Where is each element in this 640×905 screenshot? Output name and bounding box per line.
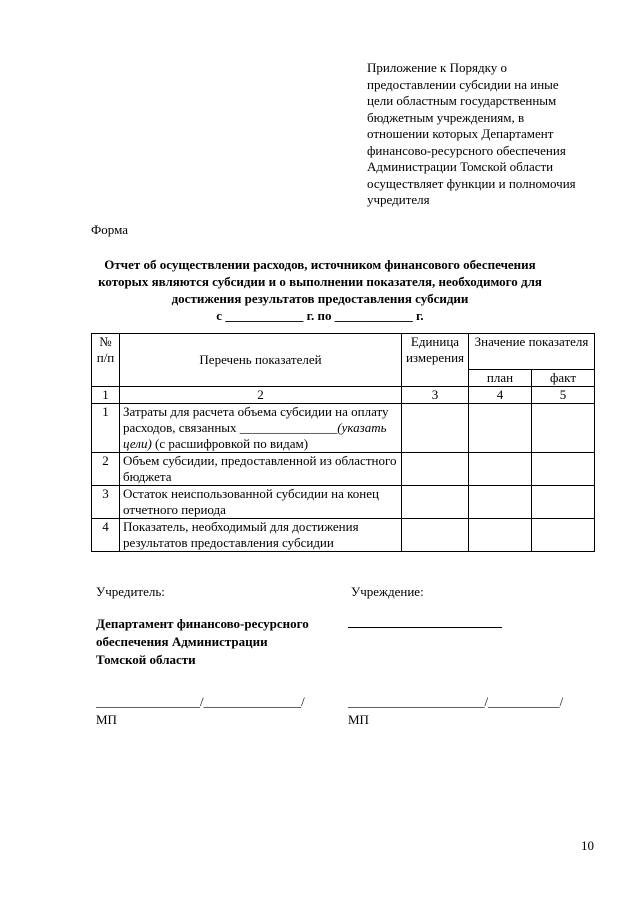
appendix-note	[367, 60, 607, 209]
row-blank: _______________	[239, 420, 338, 435]
col-number: 3	[402, 387, 469, 404]
row-fact	[532, 404, 595, 453]
table-row	[92, 404, 595, 453]
col-number: 5	[532, 387, 595, 404]
row-unit	[402, 486, 469, 519]
appendix-line: предоставлении субсидии на иные	[367, 76, 559, 92]
row-text: Объем субсидии, предоставленной из областного бюджета	[120, 453, 402, 486]
row-text	[120, 404, 402, 453]
header-plan: план	[469, 370, 532, 387]
institution-signature-line: _____________________/___________/	[348, 694, 564, 709]
table-row	[92, 519, 595, 552]
department-line: Томской области	[96, 652, 196, 667]
title-line-2: которых являются субсидии и о выполнении показателя, необходимого для	[98, 274, 542, 289]
appendix-line: отношении которых Департамент	[367, 126, 554, 141]
row-text: Остаток неиспользованной субсидии на конец отчетного периода	[120, 486, 402, 519]
row-text: Показатель, необходимый для достижения результатов предоставления субсидии	[120, 519, 402, 552]
row-unit	[402, 404, 469, 453]
institution-stamp-label: МП	[348, 712, 369, 727]
appendix-line: Приложение к Порядку о	[367, 60, 507, 75]
founder-label: Учредитель:	[96, 584, 165, 599]
row-plan	[469, 404, 532, 453]
table-row	[92, 453, 595, 486]
department-line: Департамент финансово-ресурсного	[96, 616, 309, 631]
row-fact	[532, 486, 595, 519]
page-number: 10	[581, 838, 594, 853]
header-fact: факт	[532, 370, 595, 387]
appendix-line: учредителя	[367, 192, 430, 207]
founder-signature-line: ________________/_______________/	[96, 694, 305, 709]
col-number: 2	[120, 387, 402, 404]
row-fact	[532, 453, 595, 486]
row-num: 4	[92, 519, 120, 552]
row-num: 3	[92, 486, 120, 519]
form-label: Форма	[91, 222, 128, 237]
header-value: Значение показателя	[469, 334, 595, 370]
institution-label: Учреждение:	[351, 584, 424, 599]
appendix-line: бюджетным учреждениям, в	[367, 109, 525, 125]
row-fact	[532, 519, 595, 552]
row-text-part: Затраты для расчета объема субсидии на оплату расходов, связанных	[123, 404, 389, 435]
row-unit	[402, 519, 469, 552]
header-list: Перечень показателей	[120, 334, 402, 387]
institution-name-line	[348, 627, 502, 628]
department-line: обеспечения Администрации	[96, 634, 268, 649]
title-line-3: достижения результатов предоставления субсидии	[171, 291, 469, 306]
header-unit: Единица измерения	[402, 334, 469, 387]
table-row	[92, 486, 595, 519]
col-number: 4	[469, 387, 532, 404]
appendix-line: осуществляет функции и полномочия	[367, 175, 576, 191]
report-title	[80, 256, 560, 324]
row-plan	[469, 453, 532, 486]
appendix-line: Администрации Томской области	[367, 159, 554, 174]
row-unit	[402, 453, 469, 486]
row-plan	[469, 486, 532, 519]
department-name	[96, 615, 309, 669]
title-period: с ____________ г. по ____________ г.	[216, 308, 424, 323]
col-number: 1	[92, 387, 120, 404]
report-table	[91, 333, 595, 552]
row-num: 2	[92, 453, 120, 486]
founder-stamp-label: МП	[96, 712, 117, 727]
appendix-line: цели областным государственным	[367, 93, 557, 108]
appendix-line: финансово-ресурсного обеспечения	[367, 142, 566, 158]
row-num: 1	[92, 404, 120, 453]
row-plan	[469, 519, 532, 552]
row-text-part: (с расшифровкой по видам)	[151, 436, 309, 451]
row-italic-hint: (указать цели)	[123, 420, 387, 451]
title-line-1: Отчет об осуществлении расходов, источником финансового обеспечения	[104, 257, 536, 272]
header-num: № п/п	[92, 334, 120, 387]
